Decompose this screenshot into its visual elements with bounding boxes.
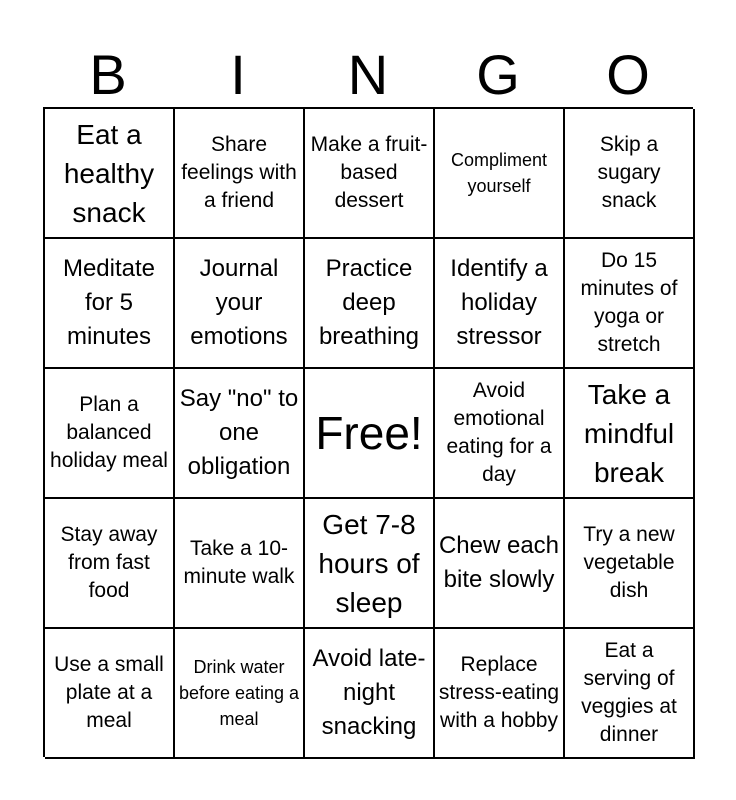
bingo-cell[interactable] xyxy=(435,109,565,239)
cell-text: Avoid late-night snacking xyxy=(312,645,426,740)
cell-text: Share feelings with a friend xyxy=(181,133,297,212)
bingo-header xyxy=(43,44,693,106)
free-space-text: Free! xyxy=(315,407,423,459)
cell-text: Avoid emotional eating for a day xyxy=(446,379,552,486)
bingo-cell[interactable] xyxy=(435,629,565,759)
cell-text: Make a fruit-based dessert xyxy=(310,133,428,212)
cell-text: Say "no" to one obligation xyxy=(179,385,299,480)
bingo-cell[interactable] xyxy=(45,109,175,239)
cell-text: Plan a balanced holiday meal xyxy=(50,393,168,472)
bingo-cell[interactable] xyxy=(305,109,435,239)
cell-text: Practice deep breathing xyxy=(318,255,420,350)
bingo-cell[interactable] xyxy=(435,499,565,629)
cell-text: Stay away from fast food xyxy=(60,523,158,602)
cell-text: Use a small plate at a meal xyxy=(54,653,164,732)
bingo-cell[interactable] xyxy=(305,629,435,759)
bingo-cell[interactable] xyxy=(305,239,435,369)
bingo-cell[interactable] xyxy=(565,109,695,239)
cell-text: Do 15 minutes of yoga or stretch xyxy=(580,249,678,356)
bingo-cell[interactable] xyxy=(45,239,175,369)
bingo-cell[interactable] xyxy=(565,239,695,369)
cell-text: Take a 10-minute walk xyxy=(183,537,295,588)
bingo-cell[interactable] xyxy=(175,239,305,369)
cell-text: Chew each bite slowly xyxy=(438,532,560,593)
bingo-board xyxy=(43,107,693,757)
bingo-cell[interactable] xyxy=(175,499,305,629)
cell-text: Skip a sugary snack xyxy=(597,133,661,212)
header-letter-o: O xyxy=(606,43,650,106)
header-letter-g: G xyxy=(476,43,520,106)
cell-text: Eat a serving of veggies at dinner xyxy=(581,639,677,746)
cell-text: Compliment yourself xyxy=(450,150,548,196)
header-letter-n: N xyxy=(347,43,389,106)
header-letter-b: B xyxy=(89,43,127,106)
cell-text: Replace stress-eating with a hobby xyxy=(438,653,560,732)
bingo-cell[interactable] xyxy=(565,629,695,759)
cell-text: Get 7-8 hours of sleep xyxy=(318,508,420,618)
bingo-cell[interactable] xyxy=(435,369,565,499)
cell-text: Identify a holiday stressor xyxy=(450,255,548,350)
cell-text: Try a new vegetable dish xyxy=(583,523,675,602)
cell-text: Drink water before eating a meal xyxy=(178,657,300,729)
bingo-cell[interactable] xyxy=(305,499,435,629)
bingo-cell[interactable] xyxy=(45,629,175,759)
bingo-cell[interactable] xyxy=(565,499,695,629)
cell-text: Take a mindful break xyxy=(583,378,675,488)
cell-text: Meditate for 5 minutes xyxy=(62,255,156,350)
free-space-cell[interactable] xyxy=(305,369,435,499)
bingo-cell[interactable] xyxy=(175,369,305,499)
bingo-cell[interactable] xyxy=(175,109,305,239)
bingo-cell[interactable] xyxy=(175,629,305,759)
header-letter-i: I xyxy=(230,43,246,106)
bingo-cell[interactable] xyxy=(45,499,175,629)
cell-text: Journal your emotions xyxy=(190,255,288,350)
bingo-cell[interactable] xyxy=(45,369,175,499)
bingo-cell[interactable] xyxy=(565,369,695,499)
cell-text: Eat a healthy snack xyxy=(63,118,155,228)
bingo-cell[interactable] xyxy=(435,239,565,369)
